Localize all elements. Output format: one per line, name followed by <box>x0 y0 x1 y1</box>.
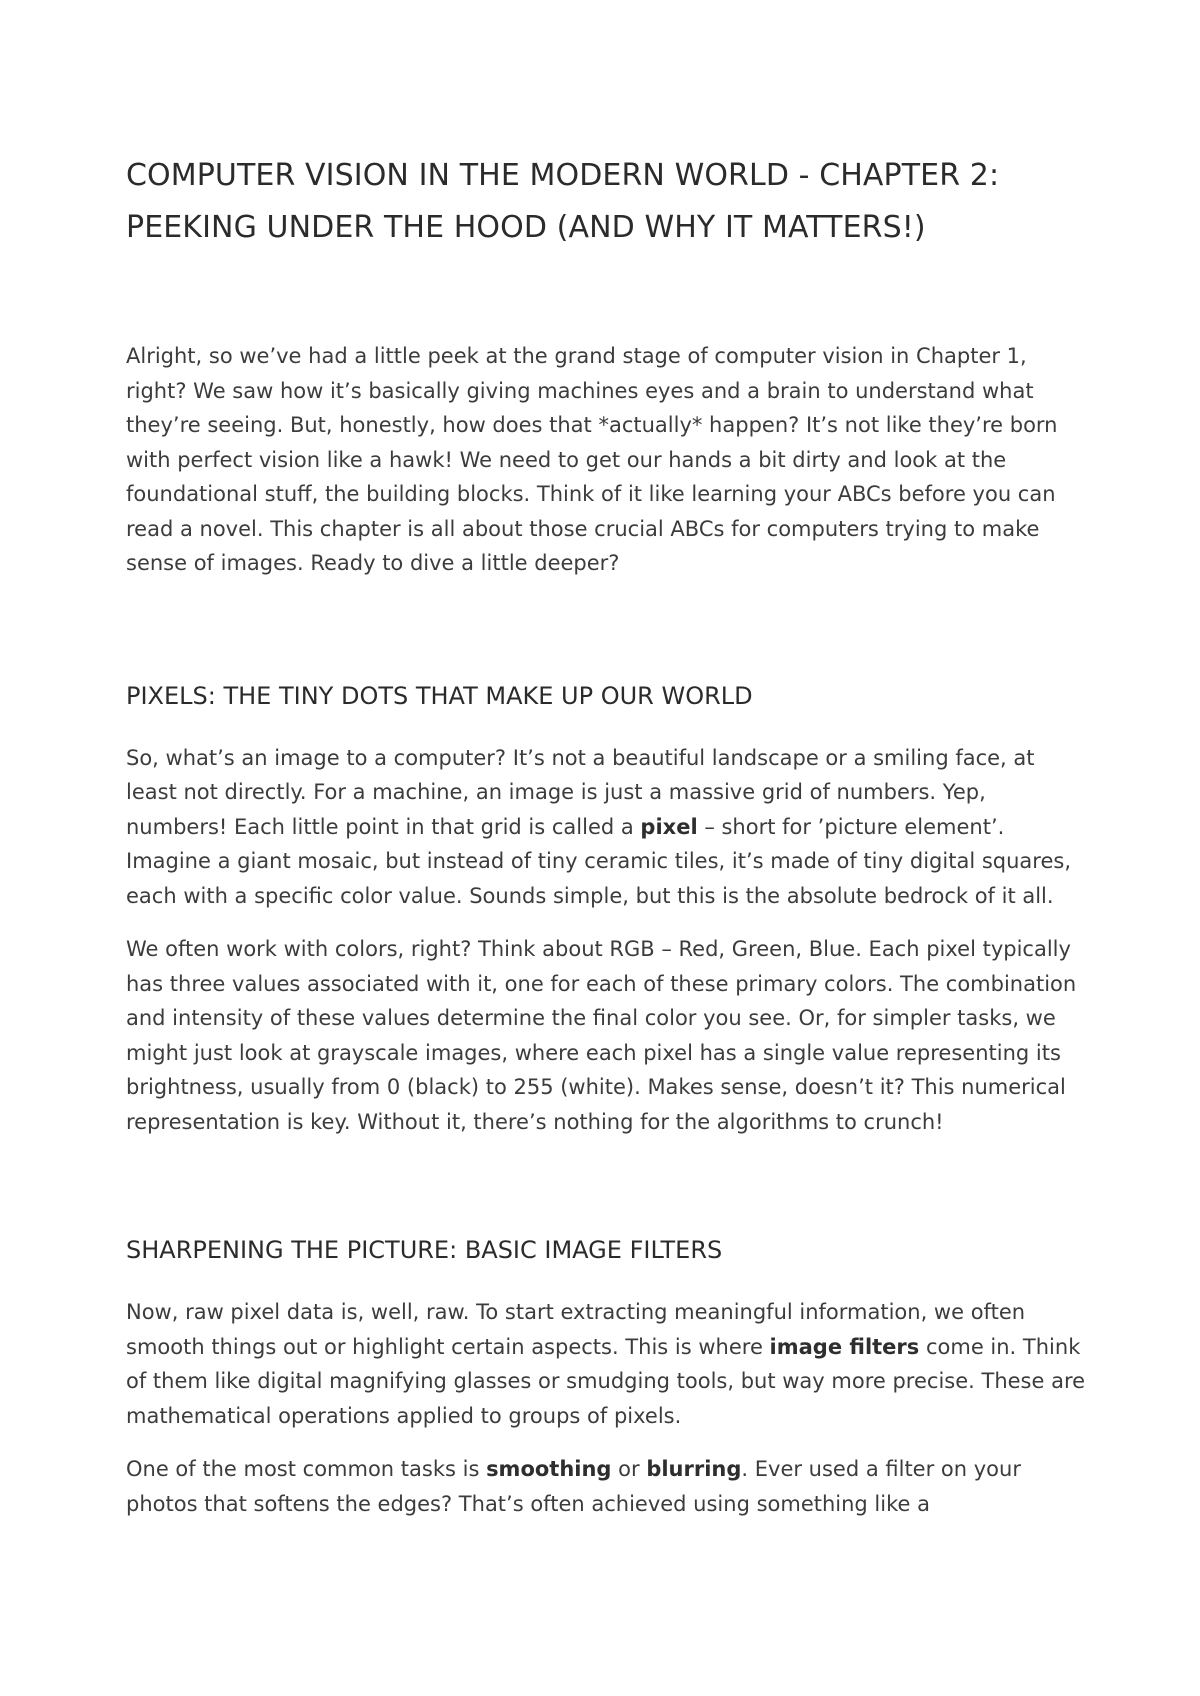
text-run: So, what’s an image to a computer? It’s not a beautiful landscape or a smiling face, at least not directly. For a machine, an image is just a massive grid of numbers. Yep, numbers! Each little point in that grid is called a <box>126 745 1035 839</box>
filters-paragraph-2 <box>126 1452 1086 1521</box>
term-pixel: pixel <box>640 814 698 839</box>
text-run: come in. Think of them like digital magnifying glasses or smudging tools, but way more precise. These are mathematical operations applied to groups of pixels. <box>126 1334 1086 1428</box>
pixels-paragraph-1 <box>126 741 1086 914</box>
term-blurring: blurring <box>646 1457 742 1481</box>
term-image-filters: image filters <box>769 1334 920 1359</box>
intro-paragraph: Alright, so we’ve had a little peek at the grand stage of computer vision in Chapter 1, right? We saw how it’s basically giving machines eyes and a brain to understand what they’re seeing. But, honestly, how does that *actually* happen? It’s not like they’re born with perfect vision like a hawk! We need to get our hands a bit dirty and look at the foundational stuff, the building blocks. Think of it like learning your ABCs before you can read a novel. This chapter is all about those crucial ABCs for computers trying to make sense of images. Ready to dive a little deeper? <box>126 344 1058 575</box>
document-title: COMPUTER VISION IN THE MODERN WORLD - CHAPTER 2: PEEKING UNDER THE HOOD (AND WHY IT MATTERS!) <box>126 158 1000 245</box>
section-heading-pixels: PIXELS: THE TINY DOTS THAT MAKE UP OUR WORLD <box>126 681 753 710</box>
document-body <box>126 150 1086 1521</box>
filters-paragraph-1 <box>126 1295 1086 1433</box>
text-run: . Ever used a filter on your photos that softens the edges? That’s often achieved using something like a <box>126 1457 1021 1516</box>
section-heading-filters: SHARPENING THE PICTURE: BASIC IMAGE FILTERS <box>126 1236 723 1264</box>
text-run: or <box>611 1457 647 1481</box>
term-smoothing: smoothing <box>486 1457 612 1481</box>
text-run: – short for ’picture element’. Imagine a giant mosaic, but instead of tiny ceramic tiles, it’s made of tiny digital squares, each with a specific color value. Sounds simple, but this is the absolute bedrock of it all. <box>126 814 1071 908</box>
text-run: Now, raw pixel data is, well, raw. To start extracting meaningful information, we often smooth things out or highlight certain aspects. This is where <box>126 1300 1026 1359</box>
text-run: One of the most common tasks is <box>126 1457 487 1481</box>
pixels-paragraph-2: We often work with colors, right? Think about RGB – Red, Green, Blue. Each pixel typically has three values associated with it, one for each of these primary colors. The combination and intensity of these values determine the final color you see. Or, for simpler tasks, we might just look at grayscale images, where each pixel has a single value representing its brightness, usually from 0 (black) to 255 (white). Makes sense, doesn’t it? This numerical representation is key. Without it, there’s nothing for the algorithms to crunch! <box>126 937 1077 1134</box>
